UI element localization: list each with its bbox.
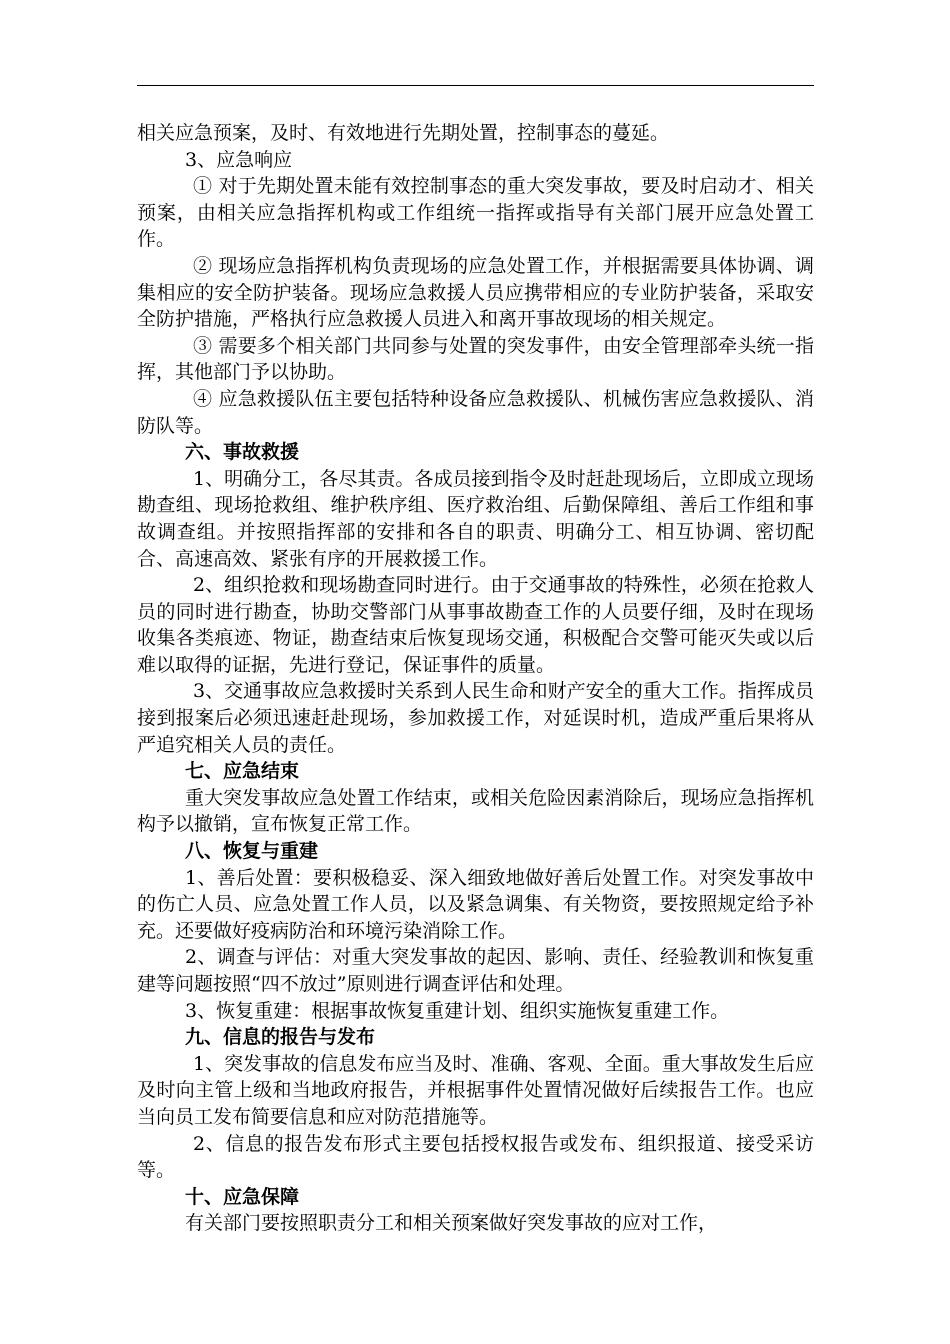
paragraph: 2、组织抢救和现场勘查同时进行。由于交通事故的特殊性，必须在抢救人员的同时进行勘查，协助交警部门从事事故勘查工作的人员要仔细，及时在现场收集各类痕迹、物证，勘查结束后恢复现场交通，积极配合交警可能灭失或以后难以取得的证据，先进行登记，保证事件的质量。 [137, 574, 814, 676]
section-heading: 十、应急保障 [185, 1185, 300, 1208]
header-rule [137, 85, 814, 86]
paragraph: 有关部门要按照职责分工和相关预案做好突发事故的应对工作， [185, 1212, 718, 1235]
paragraph: 重大突发事故应急处置工作结束，或相关危险因素消除后，现场应急指挥机构予以撤销，宣布恢复正常工作。 [137, 786, 814, 836]
paragraph: 1、善后处置：要积极稳妥、深入细致地做好善后处置工作。对突发事故中的伤亡人员、应急处置工作人员，以及紧急调集、有关物资，要按照规定给予补充。还要做好疫病防治和环境污染消除工作。 [137, 866, 814, 942]
subsection-heading: 3、应急响应 [185, 148, 293, 171]
paragraph: ③ 需要多个相关部门共同参与处置的突发事件，由安全管理部牵头统一指挥，其他部门予以协助。 [137, 334, 814, 384]
paragraph: 2、信息的报告发布形式主要包括授权报告或发布、组织报道、接受采访等。 [137, 1132, 814, 1182]
paragraph: 3、交通事故应急救援时关系到人民生命和财产安全的重大工作。指挥成员接到报案后必须迅速赶赴现场，参加救援工作，对延误时机，造成严重后果将从严追究相关人员的责任。 [137, 680, 814, 756]
section-heading: 八、恢复与重建 [185, 840, 319, 863]
paragraph: 1、明确分工，各尽其责。各成员接到指令及时赶赴现场后，立即成立现场勘查组、现场抢救组、维护秩序组、医疗救治组、后勤保障组、善后工作组和事故调查组。并按照指挥部的安排和各自的职责、明确分工、相互协调、密切配合、高速高效、紧张有序的开展救援工作。 [137, 467, 814, 570]
paragraph: ② 现场应急指挥机构负责现场的应急处置工作，并根据需要具体协调、调集相应的安全防护装备。现场应急救援人员应携带相应的专业防护装备，采取安全防护措施，严格执行应急救援人员进入和离开事故现场的相关规定。 [137, 254, 814, 331]
section-heading: 九、信息的报告与发布 [185, 1026, 376, 1049]
paragraph: 相关应急预案，及时、有效地进行先期处置，控制事态的蔓延。 [137, 122, 670, 144]
section-heading: 六、事故救援 [185, 441, 300, 464]
paragraph: ④ 应急救援队伍主要包括特种设备应急救援队、机械伤害应急救援队、消防队等。 [137, 387, 814, 437]
section-heading: 七、应急结束 [185, 760, 300, 783]
document-body [137, 120, 814, 1237]
paragraph: ① 对于先期处置未能有效控制事态的重大突发事故，要及时启动才、相关预案，由相关应急指挥机构或工作组统一指挥或指导有关部门展开应急处置工作。 [137, 175, 814, 251]
paragraph: 2、调查与评估：对重大突发事故的起因、影响、责任、经验教训和恢复重建等问题按照“四不放过”原则进行调查评估和处理。 [137, 946, 814, 995]
paragraph: 1、突发事故的信息发布应当及时、准确、客观、全面。重大事故发生后应及时向主管上级和当地政府报告，并根据事件处置情况做好后续报告工作。也应当向员工发布简要信息和应对防范措施等。 [137, 1052, 814, 1128]
paragraph: 3、恢复重建：根据事故恢复重建计划、组织实施恢复重建工作。 [185, 999, 730, 1022]
